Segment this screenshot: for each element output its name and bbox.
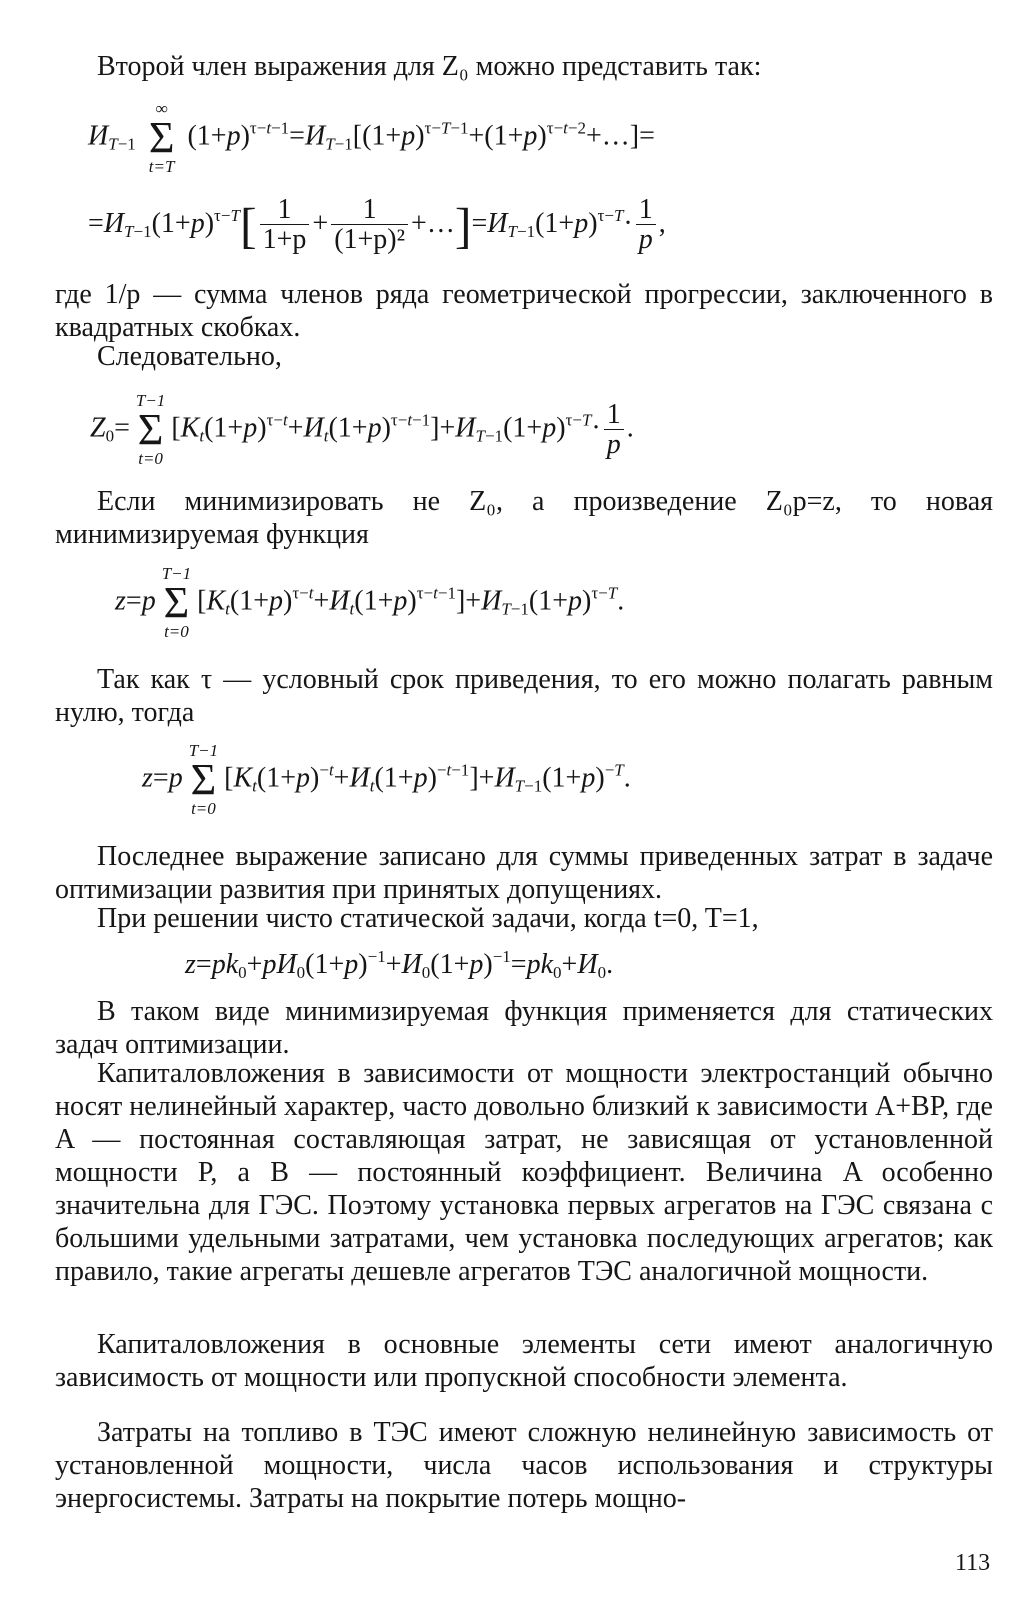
equation-static: $z=pk_0+pИ_0(1+p)^{-1}+И_0(1+p)^{-1}=pk_0+И_0$. (185, 947, 614, 982)
paragraph-tau: Так как τ — условный срок приведения, то его можно полагать равным нулю, тогда (55, 664, 993, 728)
paragraph-network: Капиталовложения в основные элементы сети имеют аналогичную зависимость от мощности или пропускной способности элемента. (55, 1329, 993, 1393)
equation-2: $=И_{T-1}(1+p)^{\tau-T}$[ $\frac{1}{1+p}$ + $\frac{1}{\text{(1+p)²}}$ $+\dots]=И_{T-1}(1+p)^{\tau-T}\cdot$ $\frac{1}{p}$ , (88, 194, 666, 255)
equation-z: z=p T−1 Σ t=0 $[K_t(1+p)^{\tau-t}+И_t(1+p)^{\tau-t-1}]+И_{T-1}(1+p)^{\tau-T}$. (115, 564, 625, 641)
page-number: 113 (955, 1550, 991, 1576)
equation-z0: $Z_0=$ T−1 Σ t=0 $[K_t(1+p)^{\tau-t}+И_t(1+p)^{\tau-t-1}]+И_{T-1}(1+p)^{\tau-T}\cdot$ $\frac{1}{p}$ . (90, 391, 634, 468)
paragraph-minimize: Если минимизировать не Z₀, а произведение Z₀p=z, то новая минимизируемая функция (55, 486, 993, 550)
equation-z-tau0: z=p T−1 Σ t=0 $[K_t(1+p)^{-t}+И_t(1+p)^{-t-1}]+И_{T-1}(1+p)^{-T}$. (142, 741, 631, 818)
paragraph-capital: Капиталовложения в зависимости от мощности электростанций обычно носят нелинейный характер, часто довольно близкий к зависимости A+BP, где A — постоянная составляющая затрат, не зависящая от установленной мощности P, а B — постоянный коэффициент. Величина A особенно значительна для ГЭС. Поэтому установка первых агрегатов на ГЭС связана с большими удельными затратами, чем установка последующих агрегатов; как правило, такие агрегаты дешевле агрегатов ТЭС аналогичной мощности. (55, 1058, 993, 1287)
paragraph-intro: Второй член выражения для Z₀ можно представить так: (97, 51, 762, 82)
sum-symbol: ∞ Σ t=T (148, 99, 175, 176)
paragraph-therefore: Следовательно, (97, 341, 282, 372)
equation-1: $И_{T-1}$ ∞ Σ t=T $(1+p)^{\tau-t-1}=И_{T-1}[(1+p)^{\tau-T-1}+(1+p)^{\tau-t-2}+\dots]=$ (88, 99, 655, 176)
paragraph-geometric: где 1/p — сумма членов ряда геометрической прогрессии, заключенного в квадратных скобках. (55, 279, 993, 343)
paragraph-last-expression: Последнее выражение записано для суммы приведенных затрат в задаче оптимизации развития при принятых допущениях. (55, 841, 993, 905)
paragraph-static-form: В таком виде минимизируемая функция применяется для статических задач оптимизации. (55, 996, 993, 1060)
paragraph-static: При решении чисто статической задачи, когда t=0, T=1, (97, 903, 759, 934)
paragraph-fuel: Затраты на топливо в ТЭС имеют сложную нелинейную зависимость от установленной мощности, числа часов использования и структуры энергосистемы. Затраты на покрытие потерь мощно- (55, 1417, 993, 1514)
